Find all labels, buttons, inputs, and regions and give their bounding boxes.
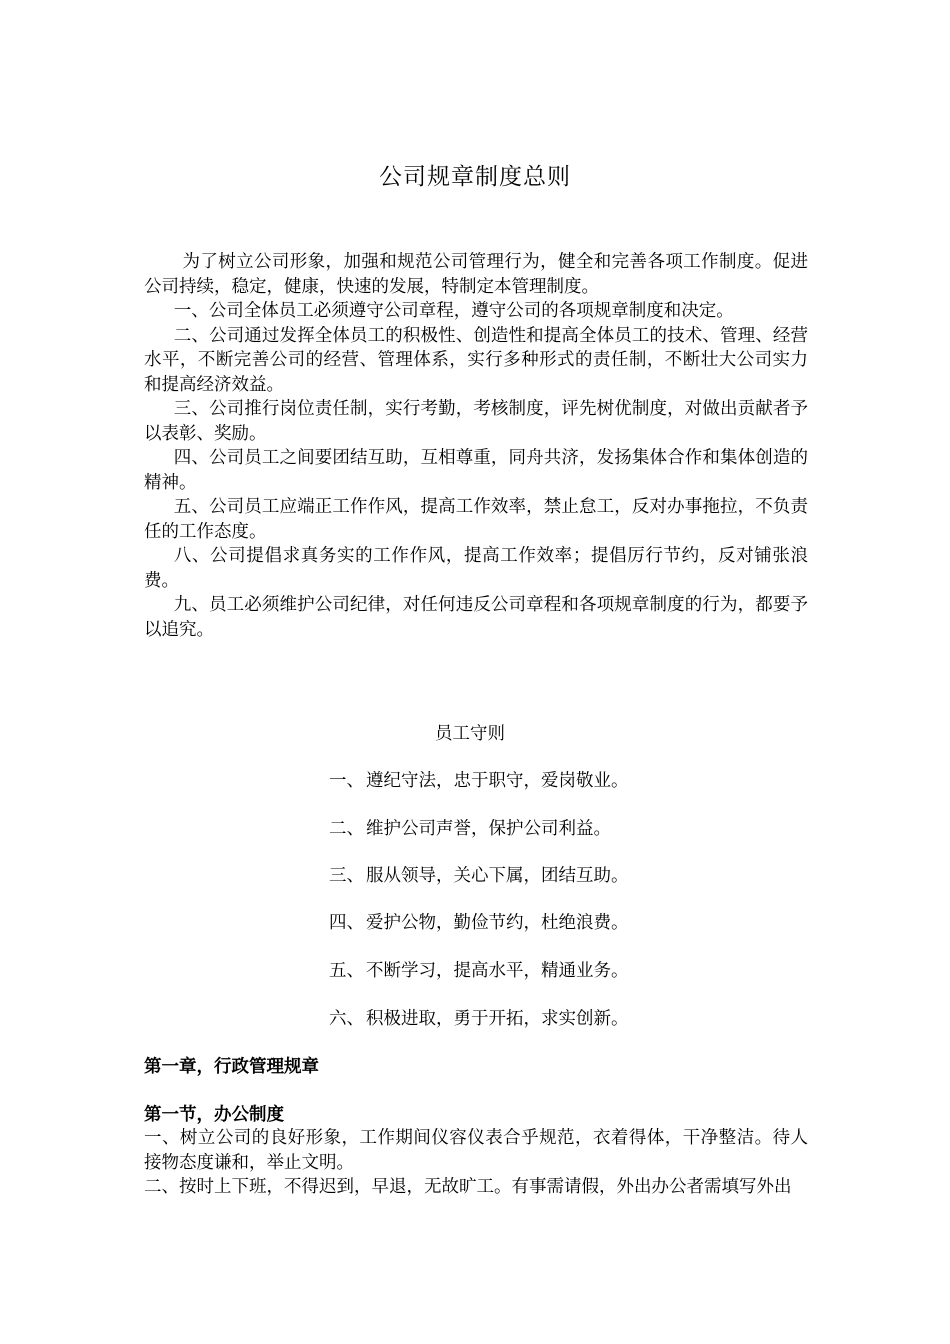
conduct-rule-3 — [280, 863, 700, 889]
office-rules — [144, 1126, 808, 1200]
rule-text: 服从领导，关心下属，团结互助。 — [366, 866, 629, 886]
principle-item-1: 一、公司全体员工必须遵守公司章程，遵守公司的各项规章制度和决定。 — [173, 301, 734, 321]
code-of-conduct-title: 员工守则 — [435, 724, 505, 744]
document-title: 公司规章制度总则 — [379, 164, 571, 190]
intro-paragraph: 为了树立公司形象，加强和规范公司管理行为，健全和完善各项工作制度。促进公司持续，稳定，健康，快速的发展，特制定本管理制度。 — [144, 252, 808, 297]
rule-text: 爱护公物，勤俭节约，杜绝浪费。 — [366, 913, 629, 933]
conduct-rule-5 — [280, 958, 700, 984]
chapter-heading: 第一章，行政管理规章 — [144, 1057, 319, 1077]
rule-text: 遵纪守法，忠于职守，爱岗敬业。 — [366, 771, 629, 791]
principle-item-3: 三、公司推行岗位责任制，实行考勤，考核制度，评先树优制度，对做出贡献者予以表彰、奖励。 — [144, 399, 808, 444]
rule-text: 不断学习，提高水平，精通业务。 — [366, 961, 629, 981]
principle-item-5: 五、公司员工应端正工作作风，提高工作效率，禁止怠工，反对办事拖拉，不负责任的工作态度。 — [144, 497, 808, 542]
principle-item-9: 九、员工必须维护公司纪律，对任何违反公司章程和各项规章制度的行为，都要予以追究。 — [144, 595, 808, 640]
conduct-rule-1 — [280, 768, 700, 794]
office-rule-2: 二、按时上下班，不得迟到，早退，无故旷工。有事需请假，外出办公者需填写外出 — [144, 1177, 792, 1197]
conduct-rule-2 — [280, 816, 700, 842]
rule-number: 五、 — [329, 961, 364, 981]
rule-number: 一、 — [329, 771, 364, 791]
rule-number: 六、 — [329, 1009, 364, 1029]
rule-number: 三、 — [329, 866, 364, 886]
section-heading: 第一节，办公制度 — [144, 1105, 284, 1125]
conduct-rule-6 — [280, 1006, 700, 1032]
general-principles — [144, 250, 808, 642]
rule-number: 二、 — [329, 819, 364, 839]
conduct-rule-4 — [280, 910, 700, 936]
rule-text: 积极进取，勇于开拓，求实创新。 — [366, 1009, 629, 1029]
principle-item-8: 八、公司提倡求真务实的工作作风，提高工作效率；提倡厉行节约，反对铺张浪费。 — [144, 546, 808, 591]
rule-number: 四、 — [329, 913, 364, 933]
principle-item-4: 四、公司员工之间要团结互助，互相尊重，同舟共济，发扬集体合作和集体创造的精神。 — [144, 448, 808, 493]
rule-text: 维护公司声誉，保护公司利益。 — [366, 819, 611, 839]
principle-item-2: 二、公司通过发挥全体员工的积极性、创造性和提高全体员工的技术、管理、经营水平，不断完善公司的经营、管理体系，实行多种形式的责任制，不断壮大公司实力和提高经济效益。 — [144, 325, 808, 395]
office-rule-1: 一、树立公司的良好形象，工作期间仪容仪表合乎规范，衣着得体，干净整洁。待人接物态度谦和，举止文明。 — [144, 1128, 808, 1173]
